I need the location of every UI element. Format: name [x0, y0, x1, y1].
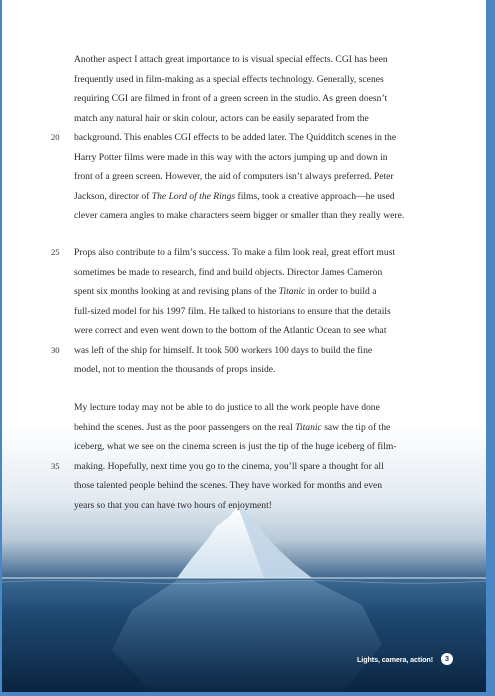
- text-line: those talented people behind the scenes. They have worked for months and even: [74, 480, 383, 491]
- text-line: sometimes be made to research, find and build objects. Director James Cameron: [74, 266, 383, 278]
- line-number: 20: [51, 132, 60, 142]
- text-line: Harry Potter films were made in this way with the actors jumping up and down in: [74, 151, 388, 163]
- paragraph-conclusion: [51, 398, 424, 515]
- bottom-border: [0, 692, 495, 696]
- text-line: full-sized model for his 1997 film. He talked to historians to ensure that the details: [74, 305, 391, 317]
- text-line: 20 background. This enables CGI effects to be added later. The Quidditch scenes in the: [74, 128, 424, 148]
- paragraph-visual-effects: [51, 50, 424, 226]
- text-line: frequently used in film-making as a special effects technology. Generally, scenes: [74, 73, 384, 85]
- right-border: [486, 0, 495, 696]
- text-line: spent six months looking at and revising plans of the Titanic in order to build a: [74, 286, 377, 297]
- text-line: 25 Props also contribute to a film’s success. To make a film look real, great effort must: [74, 243, 424, 263]
- text-line: match any natural hair or skin colour, actors can be easily separated from the: [74, 112, 369, 124]
- text-line: years so that you can have two hours of enjoyment!: [74, 499, 272, 511]
- text-line: iceberg, what we see on the cinema screen is just the tip of the huge iceberg of film-: [74, 441, 397, 452]
- film-title: Titanic: [295, 421, 322, 433]
- text-line: 30 was left of the ship for himself. It took 500 workers 100 days to build the fine: [74, 341, 424, 361]
- footer-title: Lights, camera, action!: [357, 654, 433, 664]
- line-number: 25: [51, 247, 60, 257]
- text-line: model, not to mention the thousands of props inside.: [74, 364, 276, 375]
- text-line: requiring CGI are filmed in front of a green screen in the studio. As green doesn’t: [74, 93, 388, 104]
- text-line: clever camera angles to make characters seem bigger or smaller than they really were.: [74, 210, 405, 221]
- film-title: The Lord of the Rings: [151, 190, 236, 202]
- line-number: 35: [51, 460, 60, 471]
- page-footer: [357, 653, 453, 665]
- page-number-badge: 3: [441, 653, 453, 665]
- paragraph-props: [51, 243, 424, 380]
- line-number: 30: [51, 344, 60, 355]
- text-line: Jackson, director of The Lord of the Rings films, took a creative approach—he used: [74, 190, 395, 202]
- text-line: Another aspect I attach great importance to is visual special effects. CGI has been: [74, 54, 388, 65]
- text-line: front of a green screen. However, the aid of computers isn’t always preferred. Peter: [74, 171, 394, 182]
- text-line: were correct and even went down to the bottom of the Atlantic Ocean to see what: [74, 325, 387, 336]
- text-line: My lecture today may not be able to do justice to all the work people have done: [74, 402, 380, 413]
- text-line: 35 making. Hopefully, next time you go to the cinema, you’ll spare a thought for all: [74, 457, 424, 477]
- text-line: behind the scenes. Just as the poor passengers on the real Titanic saw the tip of the: [74, 421, 391, 433]
- film-title: Titanic: [278, 286, 306, 297]
